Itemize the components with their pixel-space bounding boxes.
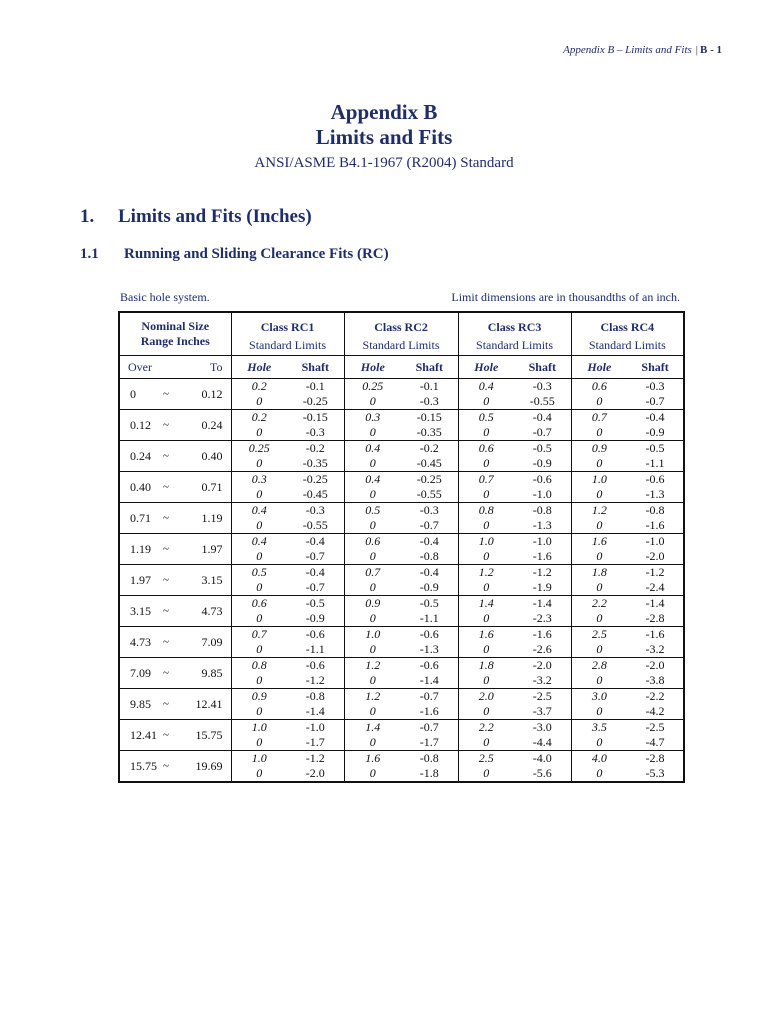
rc3-shaft-lower: -3.7 <box>514 704 571 720</box>
rc2-hole-upper: 1.0 <box>344 627 401 643</box>
rc2-hole-lower: 0 <box>344 518 401 534</box>
table-row <box>119 534 684 550</box>
rc3-hole-upper: 1.4 <box>458 596 514 612</box>
table-row <box>119 472 684 488</box>
rc2-shaft-upper: -0.8 <box>419 751 439 765</box>
rc1-hole-upper: 0.25 <box>231 441 287 457</box>
size-to-cell: 0.24 <box>176 410 231 441</box>
rc4-hole-upper: 0.6 <box>571 379 627 395</box>
rc4-hole-lower: 0 <box>571 766 627 782</box>
size-range-tilde: ~ <box>156 441 176 472</box>
size-over-cell: 1.19 <box>119 534 156 565</box>
rc3-shaft-upper: -1.2 <box>532 565 552 579</box>
rc3-hole-lower: 0 <box>458 394 514 410</box>
rc3-hole-lower: 0 <box>458 456 514 472</box>
rc2-hole-lower: 0 <box>344 425 401 441</box>
rc3-shaft-lower: -1.0 <box>514 487 571 503</box>
rc2-shaft-upper: -0.7 <box>419 720 439 734</box>
class-rc3-header: Class RC3 <box>458 312 571 335</box>
section-1-1-heading <box>80 246 389 263</box>
rc3-shaft-lower: -1.6 <box>514 549 571 565</box>
rc4-hole-upper: 2.8 <box>571 658 627 674</box>
units-note: Limit dimensions are in thousandths of an inch. <box>451 290 680 304</box>
section-1-number: 1. <box>80 206 95 227</box>
standard-reference: ANSI/ASME B4.1-1967 (R2004) Standard <box>254 155 514 171</box>
rc1-shaft-lower: -0.45 <box>287 487 344 503</box>
running-title: Appendix B – Limits and Fits <box>563 44 692 56</box>
title-block <box>0 100 768 173</box>
size-to-cell: 0.40 <box>176 441 231 472</box>
rc3-hole-upper: 2.5 <box>458 751 514 767</box>
rc2-shaft-lower: -1.6 <box>401 704 458 720</box>
rc1-hole-upper: 0.4 <box>231 534 287 550</box>
rc3-hole-lower: 0 <box>458 580 514 596</box>
table-row <box>119 751 684 767</box>
rc2-hole-upper: 0.4 <box>344 441 401 457</box>
size-over-cell: 4.73 <box>119 627 156 658</box>
rc1-shaft-upper: -0.6 <box>305 627 325 641</box>
rc3-shaft-upper: -0.5 <box>532 441 552 455</box>
rc3-shaft-upper: -0.3 <box>532 379 552 393</box>
rc2-hole-lower: 0 <box>344 456 401 472</box>
size-to-cell: 3.15 <box>176 565 231 596</box>
rc2-hole-upper: 1.2 <box>344 658 401 674</box>
size-to-cell: 19.69 <box>176 751 231 783</box>
rc2-shaft-lower: -1.4 <box>401 673 458 689</box>
rc4-shaft-upper: -2.5 <box>645 720 665 734</box>
rc4-shaft-upper: -1.2 <box>645 565 665 579</box>
size-over-cell: 7.09 <box>119 658 156 689</box>
nominal-size-line2: Range Inches <box>140 334 210 348</box>
size-range-tilde: ~ <box>156 658 176 689</box>
rc2-shaft-upper: -0.25 <box>416 472 442 486</box>
rc4-shaft-upper: -0.8 <box>645 503 665 517</box>
rc4-shaft-lower: -1.3 <box>627 487 684 503</box>
rc1-shaft-lower: -0.55 <box>287 518 344 534</box>
rc4-shaft-lower: -3.8 <box>627 673 684 689</box>
rc1-shaft-lower: -1.7 <box>287 735 344 751</box>
rc1-shaft-upper: -0.15 <box>302 410 328 424</box>
rc3-shaft-lower: -3.2 <box>514 673 571 689</box>
rc3-hole-upper: 1.6 <box>458 627 514 643</box>
rc3-shaft-lower: -0.55 <box>514 394 571 410</box>
appendix-subtitle: Limits and Fits <box>315 125 453 149</box>
rc1-hole-upper: 0.5 <box>231 565 287 581</box>
rc2-hole-lower: 0 <box>344 766 401 782</box>
rc3-shaft-lower: -5.6 <box>514 766 571 782</box>
rc3-hole-upper: 0.6 <box>458 441 514 457</box>
rc3-shaft-lower: -1.3 <box>514 518 571 534</box>
rc4-shaft-lower: -0.9 <box>627 425 684 441</box>
size-range-tilde: ~ <box>156 379 176 410</box>
rc2-shaft-lower: -0.8 <box>401 549 458 565</box>
rc3-shaft-upper: -0.6 <box>532 472 552 486</box>
rc4-shaft-lower: -2.0 <box>627 549 684 565</box>
rc4-shaft-upper: -2.8 <box>645 751 665 765</box>
rc3-hole-lower: 0 <box>458 487 514 503</box>
size-over-cell: 15.75 <box>119 751 156 783</box>
size-over-cell: 0.12 <box>119 410 156 441</box>
rc4-hole-header: Hole <box>571 356 627 379</box>
size-to-cell: 4.73 <box>176 596 231 627</box>
class-rc2-header: Class RC2 <box>344 312 458 335</box>
table-row <box>119 627 684 643</box>
rc2-shaft-upper: -0.2 <box>419 441 439 455</box>
rc1-shaft-upper: -0.8 <box>305 689 325 703</box>
rc3-hole-lower: 0 <box>458 425 514 441</box>
rc3-hole-upper: 0.4 <box>458 379 514 395</box>
rc4-hole-lower: 0 <box>571 456 627 472</box>
size-to-cell: 1.97 <box>176 534 231 565</box>
rc4-hole-upper: 0.7 <box>571 410 627 426</box>
rc4-shaft-upper: -0.4 <box>645 410 665 424</box>
rc2-shaft-lower: -0.35 <box>401 425 458 441</box>
rc2-shaft-lower: -0.7 <box>401 518 458 534</box>
rc2-hole-lower: 0 <box>344 580 401 596</box>
rc4-shaft-lower: -5.3 <box>627 766 684 782</box>
rc4-shaft-upper: -1.6 <box>645 627 665 641</box>
rc4-hole-lower: 0 <box>571 394 627 410</box>
header-separator: | <box>695 44 698 56</box>
table-row <box>119 379 684 395</box>
rc3-hole-upper: 2.0 <box>458 689 514 705</box>
rc3-shaft-lower: -4.4 <box>514 735 571 751</box>
rc1-shaft-upper: -0.2 <box>305 441 325 455</box>
rc2-hole-upper: 0.4 <box>344 472 401 488</box>
rc1-hole-upper: 0.4 <box>231 503 287 519</box>
appendix-title: Appendix B <box>330 100 438 124</box>
rc1-shaft-lower: -0.7 <box>287 580 344 596</box>
rc4-hole-upper: 1.8 <box>571 565 627 581</box>
rc1-hole-upper: 0.2 <box>231 379 287 395</box>
rc2-shaft-lower: -1.3 <box>401 642 458 658</box>
size-to-cell: 0.12 <box>176 379 231 410</box>
rc1-shaft-lower: -1.2 <box>287 673 344 689</box>
rc1-hole-lower: 0 <box>231 487 287 503</box>
size-over-cell: 0.24 <box>119 441 156 472</box>
rc3-hole-lower: 0 <box>458 642 514 658</box>
rc1-hole-upper: 0.2 <box>231 410 287 426</box>
rc2-shaft-upper: -0.6 <box>419 627 439 641</box>
rc2-hole-upper: 0.9 <box>344 596 401 612</box>
size-over-cell: 9.85 <box>119 689 156 720</box>
rc1-hole-header: Hole <box>231 356 287 379</box>
rc1-hole-upper: 0.3 <box>231 472 287 488</box>
rc1-hole-upper: 1.0 <box>231 720 287 736</box>
rc2-shaft-lower: -1.8 <box>401 766 458 782</box>
rc3-hole-lower: 0 <box>458 518 514 534</box>
rc3-shaft-upper: -4.0 <box>532 751 552 765</box>
rc4-shaft-lower: -4.2 <box>627 704 684 720</box>
rc1-shaft-lower: -0.7 <box>287 549 344 565</box>
rc4-hole-lower: 0 <box>571 642 627 658</box>
rc2-hole-upper: 0.25 <box>344 379 401 395</box>
rc2-hole-upper: 0.7 <box>344 565 401 581</box>
rc1-hole-lower: 0 <box>231 766 287 782</box>
rc2-shaft-upper: -0.5 <box>419 596 439 610</box>
rc3-shaft-lower: -1.9 <box>514 580 571 596</box>
rc4-hole-lower: 0 <box>571 704 627 720</box>
size-range-tilde: ~ <box>156 565 176 596</box>
rc4-shaft-lower: -2.4 <box>627 580 684 596</box>
rc3-shaft-lower: -0.7 <box>514 425 571 441</box>
rc1-hole-upper: 0.9 <box>231 689 287 705</box>
size-range-tilde: ~ <box>156 503 176 534</box>
rc4-hole-upper: 2.2 <box>571 596 627 612</box>
rc1-hole-lower: 0 <box>231 735 287 751</box>
rc2-shaft-upper: -0.4 <box>419 565 439 579</box>
rc1-hole-upper: 0.8 <box>231 658 287 674</box>
rc1-shaft-upper: -0.4 <box>305 565 325 579</box>
rc3-hole-upper: 0.5 <box>458 410 514 426</box>
rc4-shaft-lower: -1.1 <box>627 456 684 472</box>
rc3-hole-lower: 0 <box>458 735 514 751</box>
table-row <box>119 596 684 612</box>
rc2-hole-lower: 0 <box>344 487 401 503</box>
rc1-hole-upper: 0.7 <box>231 627 287 643</box>
size-over-cell: 12.41 <box>119 720 156 751</box>
rc2-shaft-upper: -0.4 <box>419 534 439 548</box>
rc1-hole-upper: 1.0 <box>231 751 287 767</box>
size-range-tilde: ~ <box>156 596 176 627</box>
rc2-hole-lower: 0 <box>344 642 401 658</box>
rc3-hole-lower: 0 <box>458 673 514 689</box>
rc4-shaft-header: Shaft <box>627 356 684 379</box>
rc3-hole-upper: 1.2 <box>458 565 514 581</box>
rc4-hole-upper: 4.0 <box>571 751 627 767</box>
rc2-hole-upper: 0.6 <box>344 534 401 550</box>
rc3-hole-upper: 0.8 <box>458 503 514 519</box>
rc4-shaft-upper: -2.0 <box>645 658 665 672</box>
rc4-shaft-lower: -1.6 <box>627 518 684 534</box>
rc4-shaft-lower: -4.7 <box>627 735 684 751</box>
rc4-hole-upper: 3.0 <box>571 689 627 705</box>
size-range-tilde: ~ <box>156 410 176 441</box>
rc4-shaft-lower: -2.8 <box>627 611 684 627</box>
rc4-hole-lower: 0 <box>571 611 627 627</box>
nominal-size-header <box>119 312 231 356</box>
rc4-hole-lower: 0 <box>571 673 627 689</box>
rc2-hole-upper: 0.3 <box>344 410 401 426</box>
rc1-hole-lower: 0 <box>231 425 287 441</box>
class-rc4-header: Class RC4 <box>571 312 684 335</box>
rc3-hole-lower: 0 <box>458 704 514 720</box>
rc2-hole-lower: 0 <box>344 673 401 689</box>
basic-hole-note: Basic hole system. <box>120 290 210 304</box>
nominal-size-line1: Nominal Size <box>141 319 210 333</box>
size-to-cell: 1.19 <box>176 503 231 534</box>
section-1-1-number: 1.1 <box>80 246 99 262</box>
rc4-hole-upper: 0.9 <box>571 441 627 457</box>
rc3-shaft-upper: -0.8 <box>532 503 552 517</box>
rc1-hole-lower: 0 <box>231 704 287 720</box>
rc-fits-table <box>118 311 685 783</box>
section-1-title: Limits and Fits (Inches) <box>118 206 312 227</box>
rc2-shaft-upper: -0.15 <box>416 410 442 424</box>
size-range-tilde: ~ <box>156 689 176 720</box>
rc3-shaft-lower: -2.3 <box>514 611 571 627</box>
size-to-cell: 12.41 <box>176 689 231 720</box>
rc4-hole-upper: 3.5 <box>571 720 627 736</box>
over-column-header: Over <box>119 356 176 379</box>
size-range-tilde: ~ <box>156 627 176 658</box>
rc1-hole-lower: 0 <box>231 549 287 565</box>
rc4-shaft-upper: -1.0 <box>645 534 665 548</box>
rc1-shaft-upper: -0.25 <box>302 472 328 486</box>
rc1-hole-lower: 0 <box>231 394 287 410</box>
rc2-shaft-lower: -0.45 <box>401 456 458 472</box>
class-rc1-subheader: Standard Limits <box>231 335 344 356</box>
rc3-shaft-upper: -2.5 <box>532 689 552 703</box>
table-row <box>119 658 684 674</box>
rc1-shaft-upper: -0.3 <box>305 503 325 517</box>
rc3-hole-lower: 0 <box>458 766 514 782</box>
rc2-hole-lower: 0 <box>344 549 401 565</box>
rc1-hole-lower: 0 <box>231 518 287 534</box>
size-over-cell: 0 <box>119 379 156 410</box>
size-range-tilde: ~ <box>156 720 176 751</box>
rc3-hole-upper: 1.8 <box>458 658 514 674</box>
rc4-hole-upper: 1.2 <box>571 503 627 519</box>
size-over-cell: 0.71 <box>119 503 156 534</box>
rc4-shaft-lower: -0.7 <box>627 394 684 410</box>
rc1-shaft-lower: -1.1 <box>287 642 344 658</box>
rc2-shaft-upper: -0.3 <box>419 503 439 517</box>
page-number: B - 1 <box>700 44 722 56</box>
rc3-shaft-lower: -2.6 <box>514 642 571 658</box>
to-column-header: To <box>176 356 231 379</box>
rc2-hole-upper: 1.2 <box>344 689 401 705</box>
rc3-hole-upper: 1.0 <box>458 534 514 550</box>
rc2-shaft-lower: -0.3 <box>401 394 458 410</box>
class-rc1-header: Class RC1 <box>231 312 344 335</box>
section-1-1-title: Running and Sliding Clearance Fits (RC) <box>124 246 389 262</box>
rc3-shaft-upper: -3.0 <box>532 720 552 734</box>
rc3-hole-upper: 0.7 <box>458 472 514 488</box>
table-row <box>119 565 684 581</box>
rc2-shaft-upper: -0.6 <box>419 658 439 672</box>
rc3-shaft-upper: -0.4 <box>532 410 552 424</box>
size-to-cell: 7.09 <box>176 627 231 658</box>
rc4-hole-lower: 0 <box>571 580 627 596</box>
section-1-heading <box>80 206 312 228</box>
rc1-shaft-upper: -0.5 <box>305 596 325 610</box>
table-row <box>119 689 684 705</box>
size-to-cell: 0.71 <box>176 472 231 503</box>
table-row <box>119 720 684 736</box>
rc4-shaft-lower: -3.2 <box>627 642 684 658</box>
rc1-shaft-header: Shaft <box>287 356 344 379</box>
rc2-shaft-lower: -0.55 <box>401 487 458 503</box>
size-over-cell: 0.40 <box>119 472 156 503</box>
rc1-hole-lower: 0 <box>231 673 287 689</box>
rc1-shaft-upper: -1.0 <box>305 720 325 734</box>
size-range-tilde: ~ <box>156 472 176 503</box>
rc1-shaft-upper: -0.1 <box>305 379 325 393</box>
rc4-shaft-upper: -2.2 <box>645 689 665 703</box>
rc2-hole-lower: 0 <box>344 394 401 410</box>
size-over-cell: 3.15 <box>119 596 156 627</box>
size-range-tilde: ~ <box>156 534 176 565</box>
size-range-tilde: ~ <box>156 751 176 783</box>
rc2-hole-header: Hole <box>344 356 401 379</box>
rc1-shaft-upper: -1.2 <box>305 751 325 765</box>
rc3-hole-lower: 0 <box>458 549 514 565</box>
rc2-hole-lower: 0 <box>344 735 401 751</box>
rc2-shaft-upper: -0.7 <box>419 689 439 703</box>
rc3-shaft-lower: -0.9 <box>514 456 571 472</box>
table-row <box>119 441 684 457</box>
rc1-shaft-lower: -1.4 <box>287 704 344 720</box>
rc1-hole-lower: 0 <box>231 456 287 472</box>
rc4-hole-lower: 0 <box>571 549 627 565</box>
rc4-shaft-upper: -0.6 <box>645 472 665 486</box>
rc2-hole-upper: 0.5 <box>344 503 401 519</box>
size-to-cell: 15.75 <box>176 720 231 751</box>
rc1-shaft-upper: -0.4 <box>305 534 325 548</box>
rc1-shaft-lower: -0.35 <box>287 456 344 472</box>
rc3-hole-header: Hole <box>458 356 514 379</box>
rc1-shaft-lower: -0.9 <box>287 611 344 627</box>
rc1-hole-upper: 0.6 <box>231 596 287 612</box>
size-over-cell: 1.97 <box>119 565 156 596</box>
rc1-hole-lower: 0 <box>231 580 287 596</box>
rc3-shaft-upper: -1.0 <box>532 534 552 548</box>
rc2-hole-upper: 1.6 <box>344 751 401 767</box>
rc4-hole-upper: 1.0 <box>571 472 627 488</box>
rc3-hole-upper: 2.2 <box>458 720 514 736</box>
rc4-hole-lower: 0 <box>571 487 627 503</box>
rc1-hole-lower: 0 <box>231 642 287 658</box>
rc2-hole-upper: 1.4 <box>344 720 401 736</box>
rc4-hole-lower: 0 <box>571 735 627 751</box>
rc3-shaft-upper: -1.4 <box>532 596 552 610</box>
rc3-shaft-upper: -2.0 <box>532 658 552 672</box>
class-rc3-subheader: Standard Limits <box>458 335 571 356</box>
rc4-shaft-upper: -0.5 <box>645 441 665 455</box>
rc4-hole-upper: 1.6 <box>571 534 627 550</box>
running-header <box>563 44 722 56</box>
rc2-hole-lower: 0 <box>344 704 401 720</box>
rc1-shaft-lower: -0.25 <box>287 394 344 410</box>
table-row <box>119 503 684 519</box>
rc3-shaft-header: Shaft <box>514 356 571 379</box>
rc3-hole-lower: 0 <box>458 611 514 627</box>
rc2-shaft-lower: -1.7 <box>401 735 458 751</box>
rc2-shaft-upper: -0.1 <box>419 379 439 393</box>
rc4-shaft-upper: -1.4 <box>645 596 665 610</box>
class-rc2-subheader: Standard Limits <box>344 335 458 356</box>
rc4-hole-upper: 2.5 <box>571 627 627 643</box>
size-to-cell: 9.85 <box>176 658 231 689</box>
rc2-shaft-header: Shaft <box>401 356 458 379</box>
rc1-shaft-upper: -0.6 <box>305 658 325 672</box>
rc1-hole-lower: 0 <box>231 611 287 627</box>
rc2-hole-lower: 0 <box>344 611 401 627</box>
rc2-shaft-lower: -0.9 <box>401 580 458 596</box>
rc4-shaft-upper: -0.3 <box>645 379 665 393</box>
rc4-hole-lower: 0 <box>571 518 627 534</box>
table-row <box>119 410 684 426</box>
class-rc4-subheader: Standard Limits <box>571 335 684 356</box>
rc2-shaft-lower: -1.1 <box>401 611 458 627</box>
rc3-shaft-upper: -1.6 <box>532 627 552 641</box>
rc1-shaft-lower: -0.3 <box>287 425 344 441</box>
rc1-shaft-lower: -2.0 <box>287 766 344 782</box>
table-body <box>119 379 684 783</box>
rc4-hole-lower: 0 <box>571 425 627 441</box>
